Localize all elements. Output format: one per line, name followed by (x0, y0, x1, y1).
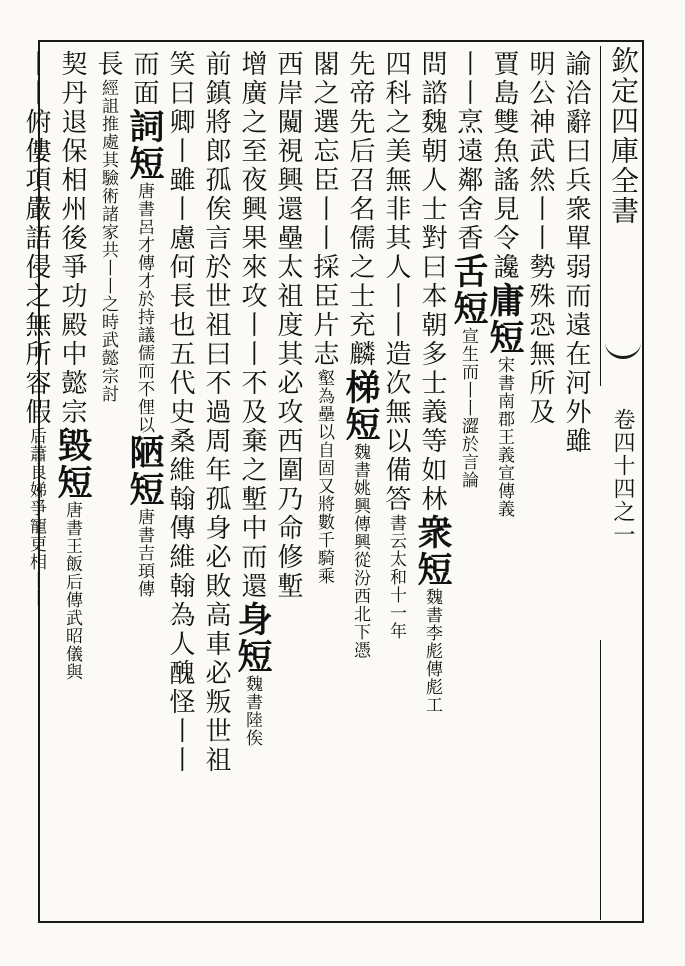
body-text: 而面 (129, 50, 159, 108)
annotation-note: 宣生而丨丨澀於言論 (458, 327, 478, 489)
text-column (340, 50, 380, 659)
entry-heading: 毀短 (52, 427, 93, 501)
text-column (88, 50, 128, 403)
margin-rule (600, 640, 601, 920)
body-text: 賈島雙魚謠見令讒 (489, 50, 519, 282)
annotation-note: 后蕭良娣爭寵更相丨丨 (26, 427, 46, 607)
text-column (304, 50, 344, 585)
text-column (232, 50, 272, 747)
annotation-note: 壑為壘以自固又將數千騎乘 (314, 369, 334, 585)
annotation-note: 書云太和十一年 (386, 514, 406, 640)
body-text: 諭洽辭曰兵衆單弱而遠在河外雖 (561, 50, 591, 456)
annotation-note: 唐書王飯后傳武昭儀與 (62, 501, 82, 681)
annotation-note: 時武懿宗討 (98, 313, 118, 403)
annotation-note: 經詛推處其驗術諸家共丨丨之 (98, 79, 118, 313)
body-text: 先帝先后召名儒之士充麟 (345, 50, 375, 369)
text-column (376, 50, 416, 640)
body-text: 丨丨俯僂項嚴語侵之無所容假 (21, 50, 51, 427)
entry-heading: 舌短 (448, 253, 489, 327)
annotation-note: 魏書姚興傳興從汾西北下憑 (350, 443, 370, 659)
body-text: 丨丨烹遠鄰舍香 (453, 50, 483, 253)
text-column (268, 50, 308, 601)
entry-heading: 陋短 (124, 434, 165, 508)
text-column (196, 50, 236, 775)
annotation-note: 宋書南郡王義宣傳義 (494, 356, 514, 518)
text-column (412, 50, 452, 714)
margin-volume-label: 卷四十四之一 (610, 408, 635, 546)
body-text: 明公神武然丨丨勢殊恐無所及 (525, 50, 555, 427)
text-column (448, 50, 488, 489)
margin-book-title: 欽定四庫全書 (600, 46, 645, 326)
fish-tail-mark (600, 326, 645, 386)
text-column (556, 50, 596, 456)
text-column (52, 50, 92, 681)
body-text: 增廣之至夜興果來攻丨丨不及棄之塹中而還 (237, 50, 267, 601)
text-column (484, 50, 524, 518)
annotation-note: 魏書陸俟 (242, 675, 262, 747)
entry-heading: 身短 (232, 601, 273, 675)
entry-heading: 詞短 (124, 108, 165, 182)
text-column (160, 50, 200, 775)
entry-heading: 梯短 (340, 369, 381, 443)
text-column (124, 50, 164, 598)
annotation-note: 唐書吉頊傳 (134, 508, 154, 598)
body-text: 契丹退保相州後爭功殿中懿宗 (57, 50, 87, 427)
entry-heading: 庸短 (484, 282, 525, 356)
body-text: 前鎮將郎孤俟言於世祖曰不過周年孤身必敗高車必叛世祖 (201, 50, 231, 775)
body-text: 四科之美無非其人丨丨造次無以備答 (381, 50, 411, 514)
annotation-note: 魏書李彪傳彪工 (422, 588, 442, 714)
entry-heading: 衆短 (412, 514, 453, 588)
text-column (16, 50, 56, 607)
annotation-note: 唐書呂才傳才於持議儒而不俚以 (134, 182, 154, 434)
body-text: 笑曰卿丨雖丨慮何長也五代史桑維翰傳維翰為人醜怪丨丨 (165, 50, 195, 775)
text-column (520, 50, 560, 427)
body-text: 長 (93, 50, 123, 79)
body-text: 閣之選忘臣丨丨採臣片志 (309, 50, 339, 369)
body-text: 西岸闚視興還壘太祖度其必攻西圍乃命修塹 (273, 50, 303, 601)
body-text: 問諮魏朝人士對曰本朝多士義等如林 (417, 50, 447, 514)
